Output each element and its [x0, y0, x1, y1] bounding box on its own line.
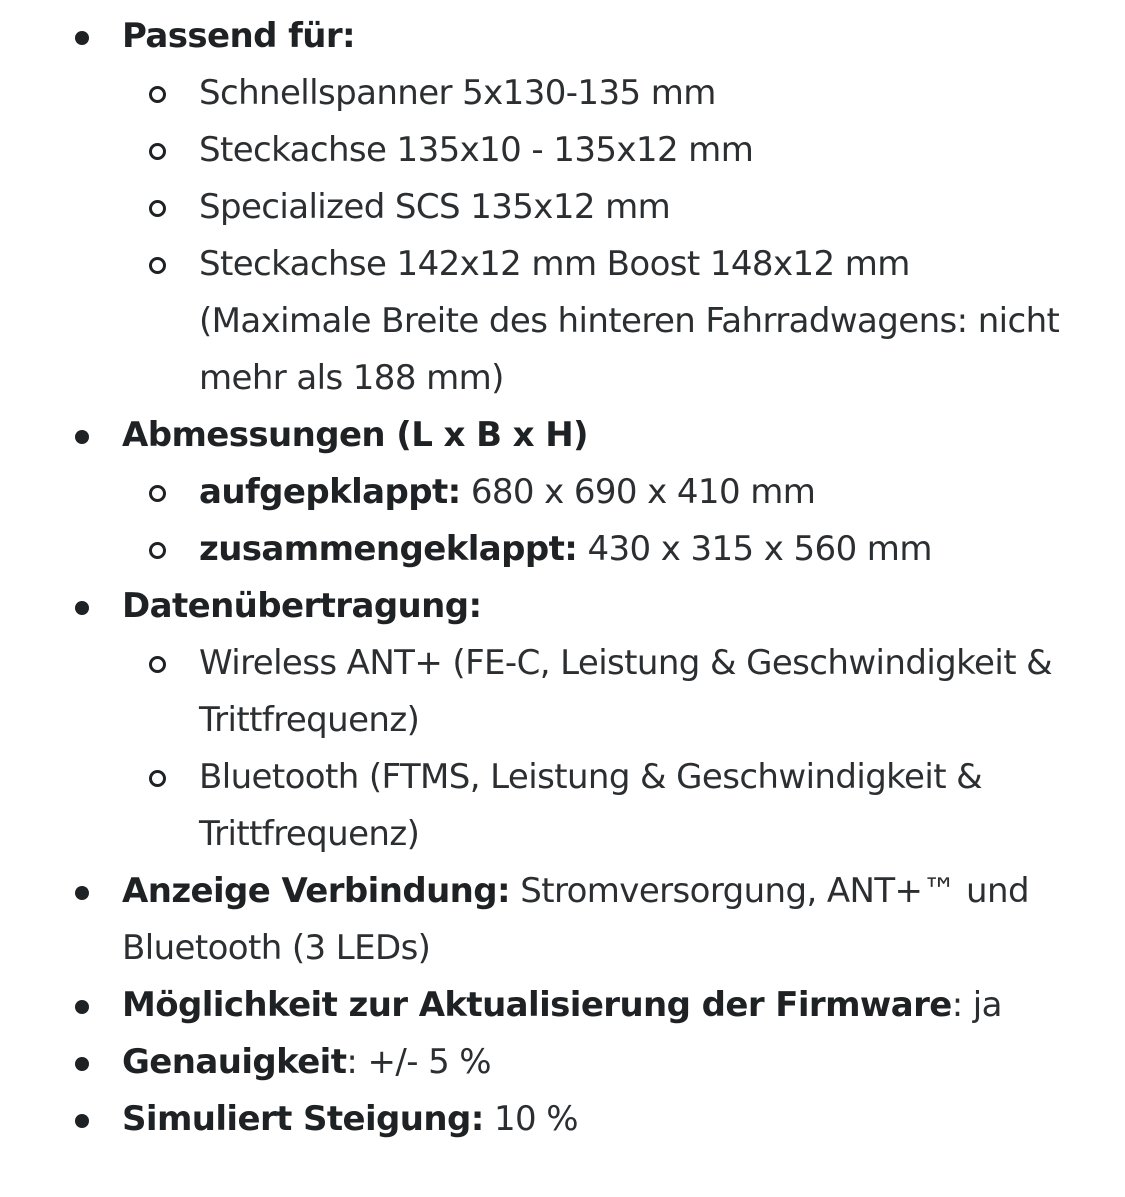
spec-sub-item: [122, 236, 1101, 407]
spec-value: : +/- 5 %: [346, 1042, 492, 1082]
spec-sub-item: [122, 65, 1101, 122]
spec-item-abmessungen: [0, 407, 1125, 578]
spec-label: Passend für:: [122, 16, 356, 56]
spec-sub-list: [122, 65, 1101, 407]
spec-sub-item: [122, 749, 1101, 863]
spec-item-anzeige-verbindung: [0, 863, 1125, 977]
spec-item-firmware-update: [0, 977, 1125, 1034]
spec-sub-value: Bluetooth (FTMS, Leistung & Geschwindigkeit & Trittfrequenz): [199, 757, 983, 854]
spec-sub-list: [122, 635, 1101, 863]
spec-sub-item: [122, 179, 1101, 236]
spec-sub-value: Schnellspanner 5x130-135 mm: [199, 73, 716, 113]
spec-sub-value: 680 x 690 x 410 mm: [460, 472, 816, 512]
spec-sub-item: [122, 464, 1101, 521]
spec-sub-value: Wireless ANT+ (FE-C, Leistung & Geschwindigkeit & Trittfrequenz): [199, 643, 1053, 740]
spec-value: : ja: [951, 985, 1002, 1025]
spec-sub-value: Specialized SCS 135x12 mm: [199, 187, 671, 227]
spec-item-passend-fuer: [0, 8, 1125, 407]
spec-sub-list: [122, 464, 1101, 578]
spec-label: Genauigkeit: [122, 1042, 347, 1082]
spec-label: Anzeige Verbindung:: [122, 871, 511, 911]
spec-label: Abmessungen (L x B x H): [122, 415, 588, 455]
spec-sub-item: [122, 521, 1101, 578]
spec-item-genauigkeit: [0, 1034, 1125, 1091]
spec-list: [0, 8, 1125, 1148]
spec-sub-value: Steckachse 142x12 mm Boost 148x12 mm (Maximale Breite des hinteren Fahrradwagens: nicht mehr als 188 mm): [199, 244, 1060, 398]
spec-item-datenuebertragung: [0, 578, 1125, 863]
spec-sub-item: [122, 122, 1101, 179]
spec-label: Möglichkeit zur Aktualisierung der Firmware: [122, 985, 952, 1025]
spec-sub-value: 430 x 315 x 560 mm: [577, 529, 932, 569]
spec-sub-value: Steckachse 135x10 - 135x12 mm: [199, 130, 754, 170]
spec-value: 10 %: [483, 1099, 578, 1139]
spec-label: Datenübertragung:: [122, 586, 482, 626]
spec-sub-item: [122, 635, 1101, 749]
spec-label: Simuliert Steigung:: [122, 1099, 484, 1139]
spec-sub-label: zusammengeklappt:: [199, 529, 578, 569]
spec-value: Stromversorgung, ANT+™ und Bluetooth (3 LEDs): [122, 871, 1029, 968]
spec-item-steigung: [0, 1091, 1125, 1148]
spec-sub-label: aufgepklappt:: [199, 472, 461, 512]
